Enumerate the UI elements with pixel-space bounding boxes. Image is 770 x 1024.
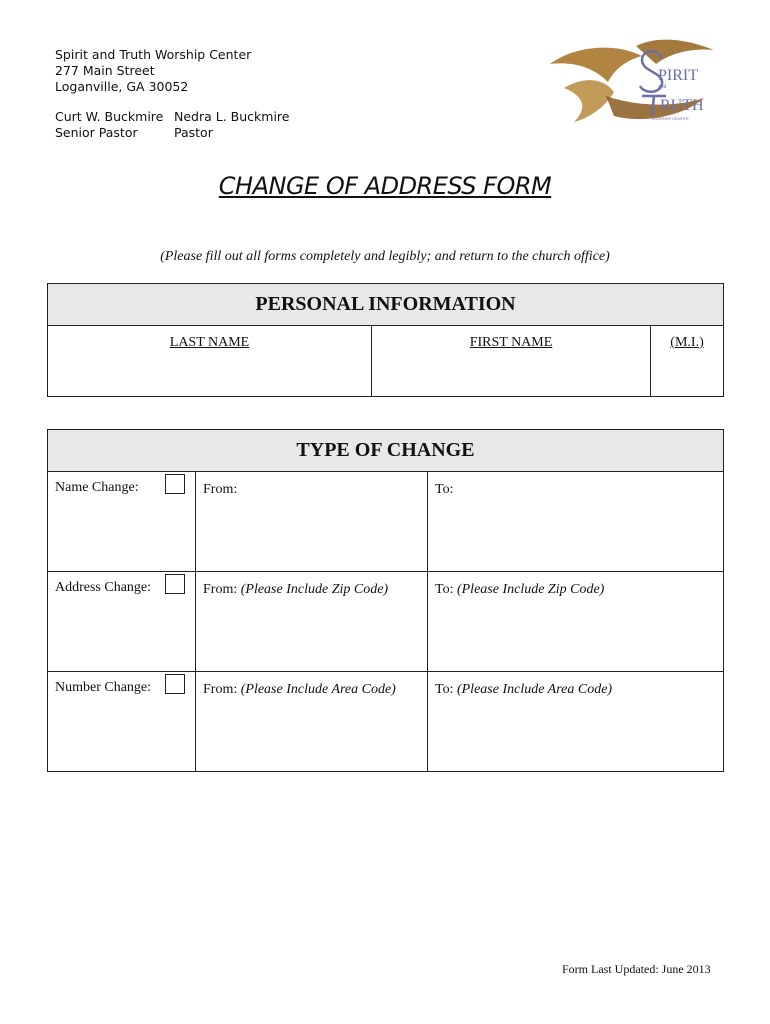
- address-change-label: Address Change:: [55, 580, 152, 595]
- pastors-block: [55, 109, 293, 141]
- logo-word-and: and: [658, 84, 667, 90]
- address-from-field[interactable]: [196, 572, 428, 672]
- number-change-row: [48, 672, 724, 772]
- address-to-field[interactable]: [428, 572, 724, 672]
- name-change-label: Name Change:: [55, 480, 139, 495]
- from-label: From:: [203, 682, 238, 697]
- last-name-field[interactable]: [48, 326, 372, 397]
- address-change-label-cell: [48, 572, 196, 672]
- personal-information-heading: PERSONAL INFORMATION: [48, 284, 724, 326]
- middle-initial-label: (M.I.): [670, 335, 704, 350]
- pastor: [174, 109, 293, 141]
- middle-initial-field[interactable]: [651, 326, 724, 397]
- logo-word-spirit: PIRIT: [658, 67, 698, 84]
- name-change-label-cell: [48, 472, 196, 572]
- to-label: To:: [435, 482, 454, 497]
- logo-subtitle: WORSHIP CENTER: [652, 116, 689, 121]
- personal-information-table: [47, 283, 724, 397]
- number-change-label-cell: [48, 672, 196, 772]
- type-of-change-heading: TYPE OF CHANGE: [48, 430, 724, 472]
- form-title: CHANGE OF ADDRESS FORM: [218, 172, 552, 200]
- address-change-checkbox[interactable]: [165, 574, 185, 594]
- last-name-label: LAST NAME: [169, 335, 250, 350]
- pastor-title: Senior Pastor: [55, 125, 138, 140]
- area-code-note: (Please Include Area Code): [456, 682, 613, 697]
- name-from-field[interactable]: [196, 472, 428, 572]
- first-name-label: FIRST NAME: [469, 335, 553, 350]
- to-label: To:: [435, 582, 454, 597]
- number-from-field[interactable]: [196, 672, 428, 772]
- form-last-updated: Form Last Updated: June 2013: [562, 962, 711, 976]
- pastor-title: Pastor: [174, 125, 213, 140]
- from-label: From:: [203, 482, 238, 497]
- dove-logo-icon: [544, 36, 720, 134]
- number-change-checkbox[interactable]: [165, 674, 185, 694]
- first-name-field[interactable]: [372, 326, 651, 397]
- type-of-change-table: [47, 429, 724, 772]
- address-change-row: [48, 572, 724, 672]
- city-state-zip: Loganville, GA 30052: [55, 79, 189, 94]
- logo-word-truth: RUTH: [660, 97, 704, 114]
- church-logo: [544, 36, 720, 134]
- senior-pastor: [55, 109, 174, 141]
- pastor-name: Nedra L. Buckmire: [174, 109, 290, 124]
- number-to-field[interactable]: [428, 672, 724, 772]
- name-change-row: [48, 472, 724, 572]
- church-name: Spirit and Truth Worship Center: [55, 47, 252, 62]
- to-label: To:: [435, 682, 454, 697]
- church-address: [55, 47, 251, 95]
- zip-code-note: (Please Include Zip Code): [240, 582, 389, 597]
- from-label: From:: [203, 582, 238, 597]
- street-address: 277 Main Street: [55, 63, 155, 78]
- zip-code-note: (Please Include Zip Code): [456, 582, 605, 597]
- form-instructions: (Please fill out all forms completely and legibly; and return to the church office): [160, 249, 610, 264]
- name-to-field[interactable]: [428, 472, 724, 572]
- pastor-name: Curt W. Buckmire: [55, 109, 164, 124]
- name-change-checkbox[interactable]: [165, 474, 185, 494]
- number-change-label: Number Change:: [55, 680, 152, 695]
- area-code-note: (Please Include Area Code): [240, 682, 396, 697]
